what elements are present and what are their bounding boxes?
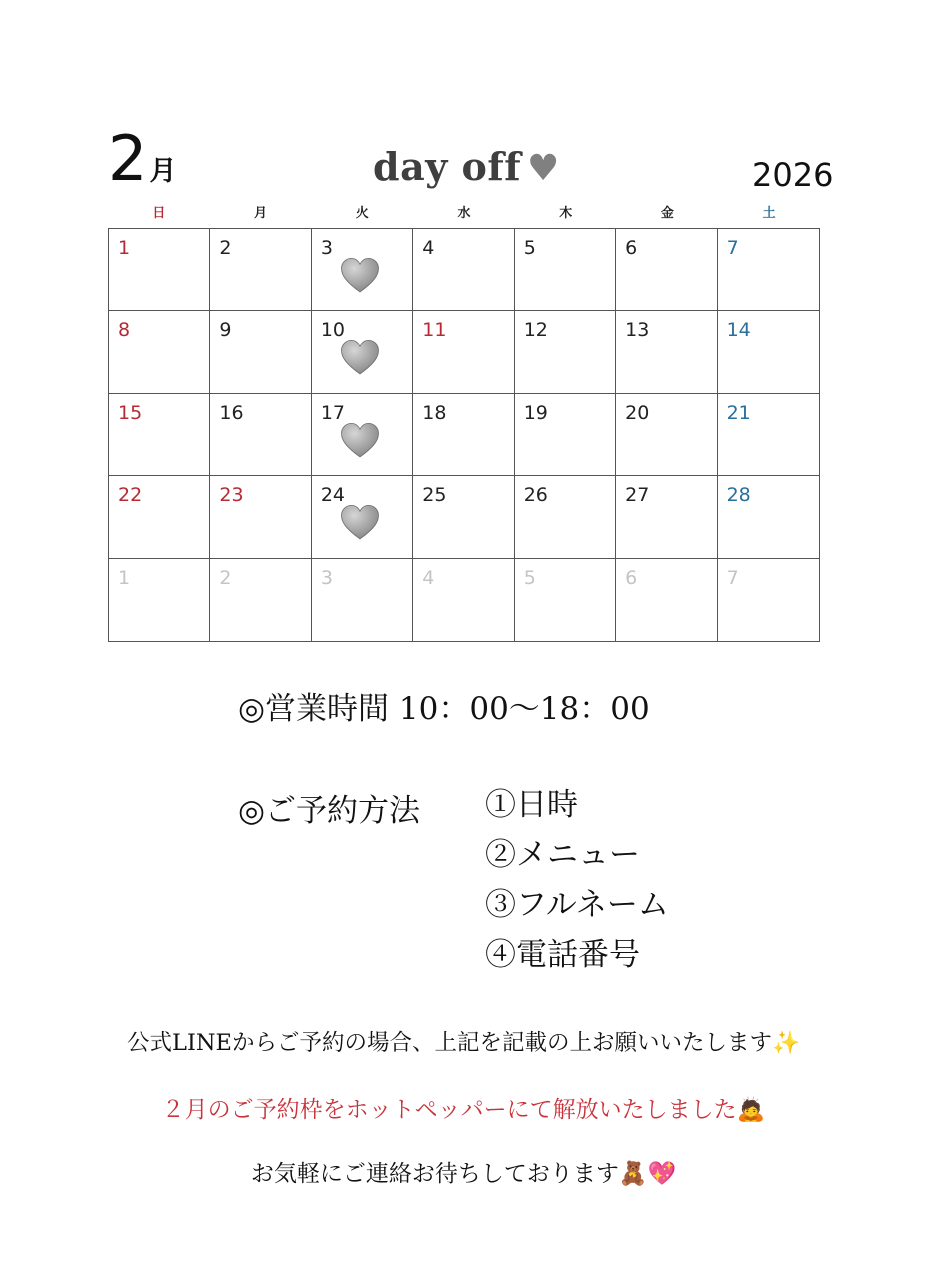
calendar-day-cell [109,229,210,311]
calendar-day-cell [718,559,819,641]
calendar-day-cell [718,229,819,311]
page-title [373,144,560,189]
calendar-day-cell [616,394,717,476]
weekday-wed: 水 [457,206,471,221]
calendar-day-cell [616,559,717,641]
day-number: 6 [625,566,638,589]
month-number: 2 [108,122,148,195]
calendar-day-cell [312,559,413,641]
calendar-day-cell [210,559,311,641]
day-number: 14 [726,319,751,342]
contact-note-text: お気軽にご連絡お待ちしております [250,1161,619,1187]
calendar-day-cell [413,476,514,558]
day-number: 7 [726,566,739,589]
day-number: 19 [523,401,548,424]
hotpepper-note [0,1091,927,1124]
step-item: ①日時 [485,787,578,823]
calendar-day-cell [718,311,819,393]
calendar-grid [108,228,820,642]
calendar-day-cell [515,311,616,393]
day-number: 10 [320,319,346,342]
calendar-day-cell [210,229,311,311]
day-number: 4 [422,566,435,589]
calendar-day-cell [515,559,616,641]
calendar-day-cell [312,229,413,311]
day-number: 16 [219,401,244,424]
day-number: 23 [219,484,244,507]
month-heading [108,122,177,195]
calendar-day-cell [312,476,413,558]
day-number: 5 [523,237,536,259]
calendar-day-cell [210,394,311,476]
day-number: 5 [523,566,536,589]
calendar-day-cell [109,311,210,393]
day-number: 2 [219,237,232,259]
day-off-heart-icon [339,420,381,462]
bowing-person-icon: 🙇 [736,1097,766,1123]
hotpepper-note-text: ２月のご予約枠をホットペッパーにて解放いたしました [161,1097,737,1123]
sparkling-heart-icon: 💖 [647,1161,677,1187]
calendar-day-cell [515,229,616,311]
calendar-day-cell [210,311,311,393]
day-off-heart-icon [339,255,381,297]
step-item: ③フルネーム [485,887,669,923]
calendar-day-cell [312,311,413,393]
day-number: 2 [219,566,232,589]
gray-heart-icon: ♥ [527,148,560,189]
day-number: 15 [118,401,143,424]
calendar-day-cell [109,476,210,558]
calendar-day-cell [413,559,514,641]
calendar-day-cell [312,394,413,476]
calendar-day-cell [616,229,717,311]
reservation-method-label: ◎ご予約方法 [238,793,421,829]
teddy-bear-icon: 🧸 [618,1161,648,1187]
sparkles-icon: ✨ [771,1030,800,1056]
day-number: 3 [320,566,333,589]
day-number: 4 [422,237,435,259]
day-number: 27 [625,484,650,507]
weekday-header [108,202,820,224]
day-number: 20 [625,401,650,424]
calendar-day-cell [515,476,616,558]
day-number: 22 [118,484,143,507]
day-number: 26 [523,484,548,507]
title-text: day off [373,144,522,189]
business-hours: ◎営業時間 10：00〜18：00 [238,691,650,727]
day-number: 24 [320,484,346,507]
calendar-day-cell [210,476,311,558]
weekday-tue: 火 [355,206,369,221]
day-off-heart-icon [339,502,381,544]
weekday-sat: 土 [762,206,776,221]
calendar-day-cell [616,311,717,393]
day-number: 1 [118,237,131,259]
calendar-day-cell [718,476,819,558]
day-number: 18 [422,401,447,424]
day-off-heart-icon [339,337,381,379]
month-kanji: 月 [149,156,177,187]
day-number: 28 [726,484,751,507]
step-item: ④電話番号 [485,937,640,973]
day-number: 8 [118,319,131,342]
calendar-day-cell [413,311,514,393]
day-number: 1 [118,566,131,589]
day-number: 9 [219,319,232,342]
calendar-day-cell [616,476,717,558]
day-number: 3 [320,237,333,259]
day-number: 12 [523,319,548,342]
day-number: 13 [625,319,650,342]
calendar-day-cell [515,394,616,476]
calendar-day-cell [109,559,210,641]
day-number: 17 [320,401,346,424]
calendar-day-cell [109,394,210,476]
line-note-text: 公式LINEからご予約の場合、上記を記載の上お願いいたします [127,1030,772,1056]
day-number: 11 [422,319,447,342]
year-label: 2026 [752,156,834,194]
line-note [0,1025,927,1057]
weekday-sun: 日 [152,206,166,221]
weekday-thu: 木 [559,206,573,221]
reservation-steps [485,785,669,985]
calendar-day-cell [413,394,514,476]
calendar-day-cell [718,394,819,476]
step-item: ②メニュー [485,837,640,873]
day-number: 6 [625,237,638,259]
weekday-mon: 月 [254,206,268,221]
contact-note [0,1155,927,1188]
day-number: 21 [726,401,751,424]
weekday-fri: 金 [660,206,674,221]
calendar-day-cell [413,229,514,311]
day-number: 7 [726,237,739,259]
day-number: 25 [422,484,447,507]
